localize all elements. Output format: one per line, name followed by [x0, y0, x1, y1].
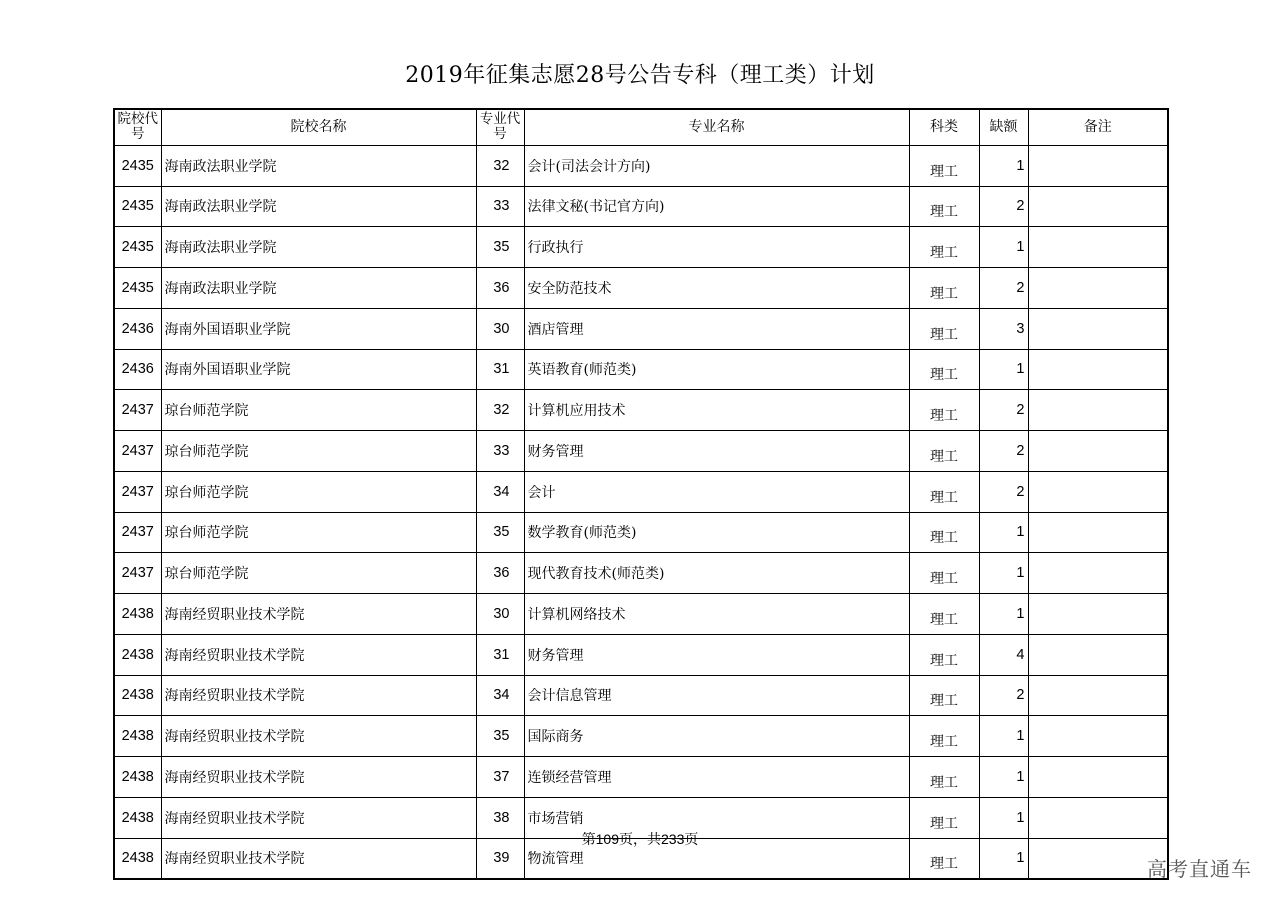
- cell-school-name: 海南经贸职业技术学院: [161, 838, 476, 879]
- page-suffix: 页: [684, 832, 699, 848]
- table-row: [114, 757, 1168, 798]
- cell-category: 理工: [909, 268, 979, 309]
- cell-school-code: 2436: [114, 308, 161, 349]
- header-major-name: 专业名称: [524, 109, 909, 145]
- cell-quota: 1: [979, 145, 1028, 186]
- cell-remark: [1028, 716, 1168, 757]
- cell-category: 理工: [909, 716, 979, 757]
- cell-school-code: 2438: [114, 634, 161, 675]
- plan-table-body: [114, 145, 1168, 879]
- cell-remark: [1028, 145, 1168, 186]
- cell-category: 理工: [909, 186, 979, 227]
- cell-major-name: 英语教育(师范类): [524, 349, 909, 390]
- cell-major-name: 财务管理: [524, 431, 909, 472]
- cell-major-code: 33: [476, 186, 524, 227]
- cell-school-name: 琼台师范学院: [161, 390, 476, 431]
- cell-school-name: 海南外国语职业学院: [161, 349, 476, 390]
- header-major-code: 专业代号: [476, 109, 524, 145]
- header-quota: 缺额: [979, 109, 1028, 145]
- cell-major-name: 会计(司法会计方向): [524, 145, 909, 186]
- cell-school-code: 2438: [114, 838, 161, 879]
- cell-remark: [1028, 308, 1168, 349]
- table-row: [114, 268, 1168, 309]
- cell-category: 理工: [909, 145, 979, 186]
- table-row: [114, 431, 1168, 472]
- cell-quota: 2: [979, 268, 1028, 309]
- cell-major-code: 37: [476, 757, 524, 798]
- cell-remark: [1028, 390, 1168, 431]
- cell-school-name: 琼台师范学院: [161, 512, 476, 553]
- cell-major-code: 36: [476, 553, 524, 594]
- cell-remark: [1028, 512, 1168, 553]
- cell-category: 理工: [909, 797, 979, 838]
- cell-major-name: 物流管理: [524, 838, 909, 879]
- cell-category: 理工: [909, 471, 979, 512]
- cell-major-code: 34: [476, 675, 524, 716]
- plan-table: [113, 108, 1169, 880]
- cell-school-code: 2435: [114, 268, 161, 309]
- cell-quota: 1: [979, 797, 1028, 838]
- cell-remark: [1028, 675, 1168, 716]
- cell-school-code: 2437: [114, 553, 161, 594]
- table-row: [114, 594, 1168, 635]
- cell-school-code: 2437: [114, 512, 161, 553]
- cell-school-code: 2438: [114, 594, 161, 635]
- table-row: [114, 553, 1168, 594]
- cell-quota: 2: [979, 471, 1028, 512]
- page-prefix: 第: [581, 832, 596, 848]
- cell-major-name: 连锁经营管理: [524, 757, 909, 798]
- cell-quota: 2: [979, 390, 1028, 431]
- cell-major-code: 35: [476, 512, 524, 553]
- cell-school-name: 海南经贸职业技术学院: [161, 797, 476, 838]
- cell-category: 理工: [909, 390, 979, 431]
- cell-major-name: 计算机网络技术: [524, 594, 909, 635]
- cell-school-name: 海南政法职业学院: [161, 186, 476, 227]
- cell-remark: [1028, 268, 1168, 309]
- header-school-name: 院校名称: [161, 109, 476, 145]
- cell-school-code: 2435: [114, 227, 161, 268]
- page-mid: 页，共: [619, 832, 661, 848]
- cell-quota: 1: [979, 757, 1028, 798]
- cell-major-code: 35: [476, 227, 524, 268]
- cell-quota: 1: [979, 716, 1028, 757]
- cell-major-name: 数学教育(师范类): [524, 512, 909, 553]
- cell-school-code: 2438: [114, 797, 161, 838]
- cell-major-code: 32: [476, 145, 524, 186]
- cell-major-name: 计算机应用技术: [524, 390, 909, 431]
- cell-category: 理工: [909, 553, 979, 594]
- cell-major-code: 32: [476, 390, 524, 431]
- cell-major-name: 酒店管理: [524, 308, 909, 349]
- cell-category: 理工: [909, 757, 979, 798]
- header-row: [114, 109, 1168, 145]
- page-current: 109: [595, 831, 619, 847]
- cell-school-name: 海南经贸职业技术学院: [161, 594, 476, 635]
- table-row: [114, 227, 1168, 268]
- cell-category: 理工: [909, 594, 979, 635]
- cell-quota: 1: [979, 553, 1028, 594]
- cell-major-name: 会计: [524, 471, 909, 512]
- cell-school-name: 琼台师范学院: [161, 431, 476, 472]
- cell-major-code: 31: [476, 634, 524, 675]
- table-row: [114, 186, 1168, 227]
- page-total: 233: [661, 831, 685, 847]
- cell-remark: [1028, 553, 1168, 594]
- cell-school-name: 海南经贸职业技术学院: [161, 634, 476, 675]
- cell-major-name: 法律文秘(书记官方向): [524, 186, 909, 227]
- watermark-logo: 高考直通车: [1147, 857, 1252, 881]
- cell-remark: [1028, 594, 1168, 635]
- cell-category: 理工: [909, 349, 979, 390]
- cell-category: 理工: [909, 512, 979, 553]
- cell-quota: 2: [979, 675, 1028, 716]
- cell-school-name: 海南政法职业学院: [161, 145, 476, 186]
- page-title: 2019年征集志愿28号公告专科（理工类）计划: [405, 63, 875, 88]
- cell-category: 理工: [909, 308, 979, 349]
- cell-major-code: 33: [476, 431, 524, 472]
- cell-major-code: 36: [476, 268, 524, 309]
- table-row: [114, 512, 1168, 553]
- cell-remark: [1028, 634, 1168, 675]
- cell-quota: 1: [979, 512, 1028, 553]
- cell-major-code: 35: [476, 716, 524, 757]
- cell-school-name: 海南政法职业学院: [161, 227, 476, 268]
- cell-major-code: 30: [476, 594, 524, 635]
- cell-major-code: 34: [476, 471, 524, 512]
- cell-category: 理工: [909, 634, 979, 675]
- cell-quota: 2: [979, 431, 1028, 472]
- cell-major-code: 39: [476, 838, 524, 879]
- cell-major-code: 30: [476, 308, 524, 349]
- cell-school-code: 2436: [114, 349, 161, 390]
- cell-major-name: 现代教育技术(师范类): [524, 553, 909, 594]
- cell-school-name: 海南外国语职业学院: [161, 308, 476, 349]
- cell-quota: 4: [979, 634, 1028, 675]
- cell-school-code: 2437: [114, 471, 161, 512]
- cell-school-name: 海南经贸职业技术学院: [161, 757, 476, 798]
- cell-category: 理工: [909, 227, 979, 268]
- table-row: [114, 390, 1168, 431]
- cell-major-name: 国际商务: [524, 716, 909, 757]
- cell-major-name: 安全防范技术: [524, 268, 909, 309]
- cell-school-name: 琼台师范学院: [161, 553, 476, 594]
- cell-school-code: 2437: [114, 431, 161, 472]
- table-row: [114, 308, 1168, 349]
- table-row: [114, 675, 1168, 716]
- cell-quota: 1: [979, 227, 1028, 268]
- header-school-code: 院校代号: [114, 109, 161, 145]
- table-row: [114, 634, 1168, 675]
- cell-school-code: 2438: [114, 716, 161, 757]
- page-footer: [0, 829, 1280, 849]
- cell-remark: [1028, 431, 1168, 472]
- cell-school-name: 海南经贸职业技术学院: [161, 716, 476, 757]
- cell-school-code: 2437: [114, 390, 161, 431]
- cell-category: 理工: [909, 838, 979, 879]
- cell-remark: [1028, 349, 1168, 390]
- table-row: [114, 471, 1168, 512]
- cell-remark: [1028, 471, 1168, 512]
- table-row: [114, 349, 1168, 390]
- cell-school-name: 海南经贸职业技术学院: [161, 675, 476, 716]
- cell-school-code: 2435: [114, 186, 161, 227]
- cell-major-name: 市场营销: [524, 797, 909, 838]
- cell-quota: 1: [979, 349, 1028, 390]
- cell-category: 理工: [909, 431, 979, 472]
- cell-school-code: 2438: [114, 675, 161, 716]
- cell-major-name: 行政执行: [524, 227, 909, 268]
- table-row: [114, 716, 1168, 757]
- cell-major-code: 31: [476, 349, 524, 390]
- cell-remark: [1028, 757, 1168, 798]
- cell-quota: 2: [979, 186, 1028, 227]
- table-row: [114, 145, 1168, 186]
- cell-major-code: 38: [476, 797, 524, 838]
- cell-quota: 1: [979, 594, 1028, 635]
- header-remark: 备注: [1028, 109, 1168, 145]
- cell-remark: [1028, 227, 1168, 268]
- cell-major-name: 财务管理: [524, 634, 909, 675]
- cell-school-name: 海南政法职业学院: [161, 268, 476, 309]
- cell-category: 理工: [909, 675, 979, 716]
- cell-school-code: 2438: [114, 757, 161, 798]
- cell-school-code: 2435: [114, 145, 161, 186]
- cell-remark: [1028, 186, 1168, 227]
- cell-quota: 3: [979, 308, 1028, 349]
- cell-school-name: 琼台师范学院: [161, 471, 476, 512]
- cell-quota: 1: [979, 838, 1028, 879]
- header-category: 科类: [909, 109, 979, 145]
- cell-major-name: 会计信息管理: [524, 675, 909, 716]
